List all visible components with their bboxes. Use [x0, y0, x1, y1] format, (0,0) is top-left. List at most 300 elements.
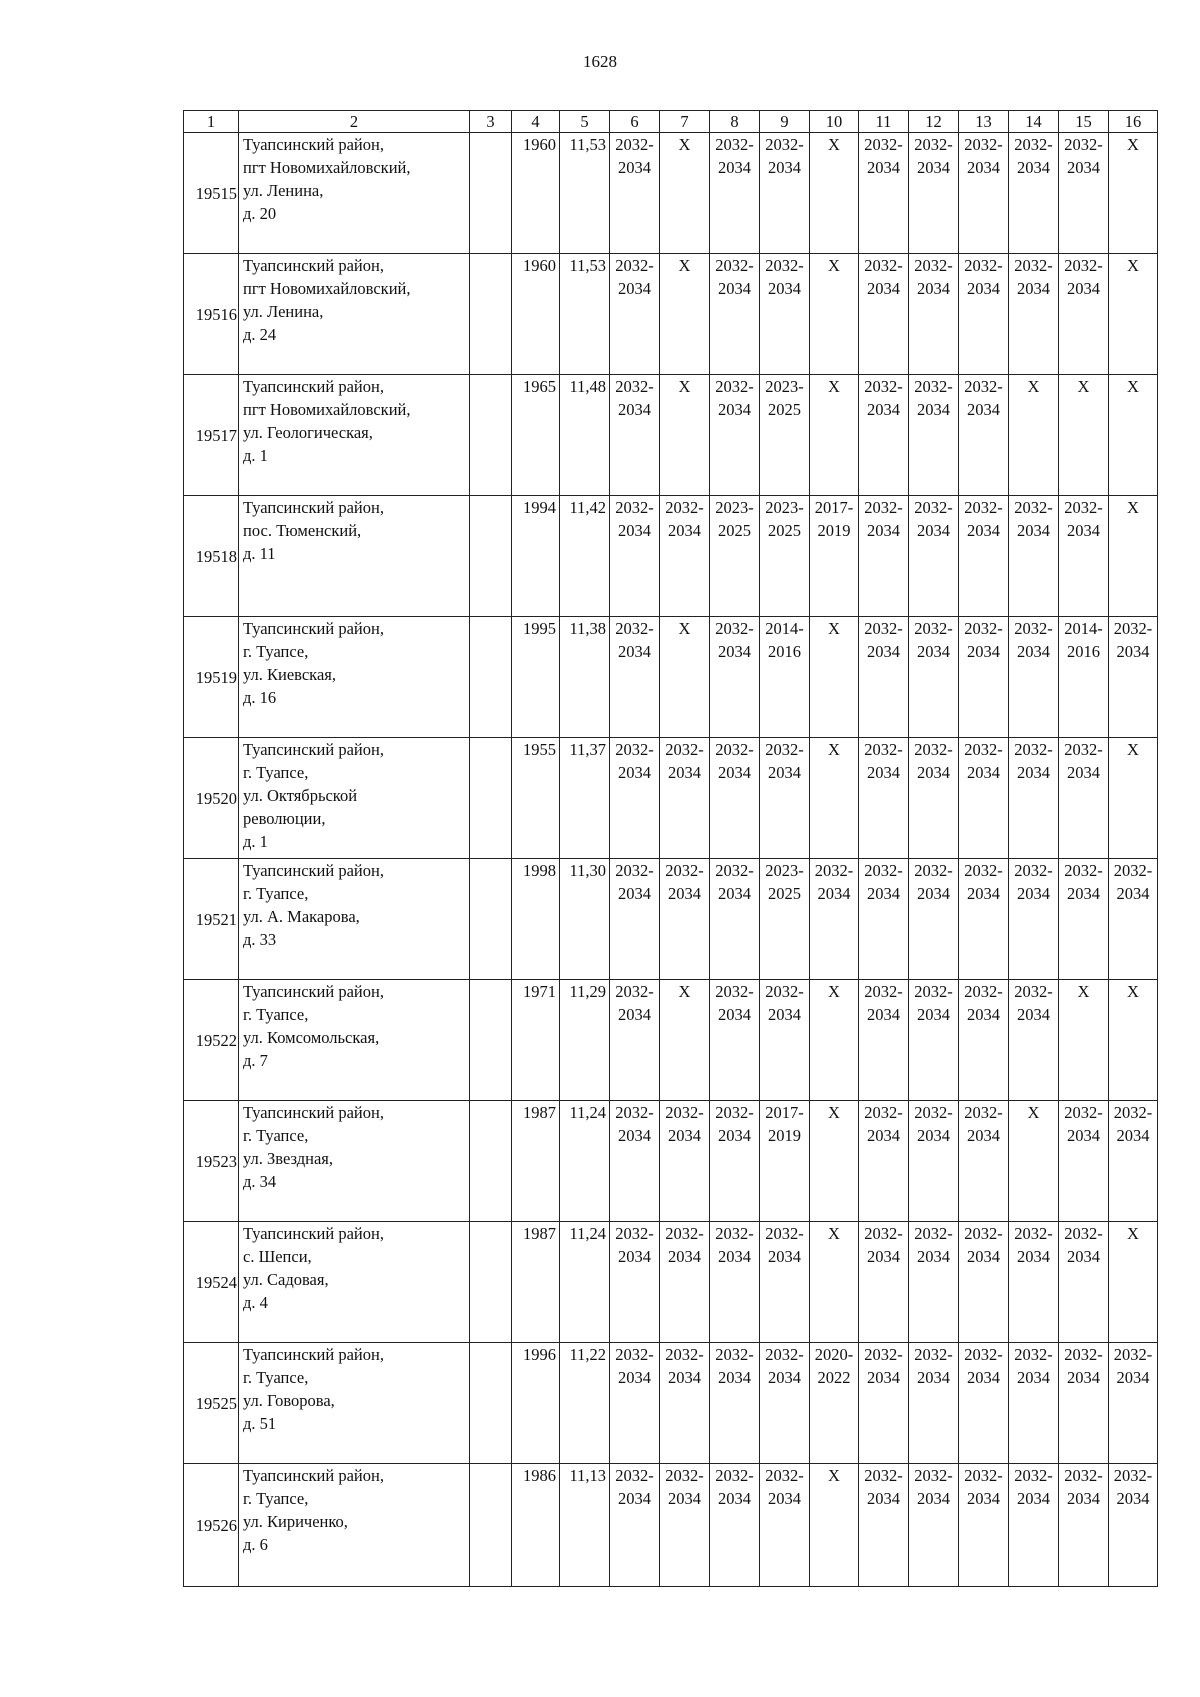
address-line: д. 4: [243, 1293, 268, 1312]
period-cell: [760, 1343, 810, 1464]
value-cell: 11,29: [560, 980, 610, 1101]
period-line: 2032-: [715, 377, 754, 396]
period-line: 2034: [967, 1005, 1000, 1024]
period-cell: [760, 133, 810, 254]
address-cell: [239, 254, 470, 375]
period-cell: [959, 859, 1009, 980]
period-cell: [959, 738, 1009, 859]
address-line: д. 1: [243, 446, 268, 465]
table-row: [184, 254, 1158, 375]
period-line: 2016: [1067, 642, 1100, 661]
period-cell: [1109, 617, 1158, 738]
column-3-cell: [470, 1464, 512, 1587]
period-line: 2016: [768, 642, 801, 661]
period-line: X: [828, 256, 840, 275]
period-line: 2032-: [914, 498, 953, 517]
period-line: 2032-: [1064, 1103, 1103, 1122]
period-line: X: [828, 1224, 840, 1243]
period-line: 2023-: [715, 498, 754, 517]
address-line: д. 6: [243, 1535, 268, 1554]
address-line: д. 33: [243, 930, 277, 949]
period-line: 2032-: [914, 377, 953, 396]
period-cell: [760, 1222, 810, 1343]
address-line: Туапсинский район,: [243, 740, 384, 759]
period-line: 2032-: [615, 982, 654, 1001]
period-cell: [1059, 133, 1109, 254]
period-cell: [660, 1343, 710, 1464]
period-line: X: [828, 1466, 840, 1485]
row-id: 19516: [184, 254, 239, 375]
column-3-cell: [470, 254, 512, 375]
period-line: 2032-: [765, 740, 804, 759]
period-line: 2034: [867, 1005, 900, 1024]
address-line: с. Шепси,: [243, 1247, 312, 1266]
column-3-cell: [470, 738, 512, 859]
row-id: 19519: [184, 617, 239, 738]
period-cell: [810, 1343, 859, 1464]
period-cell: [859, 133, 909, 254]
row-id: 19524: [184, 1222, 239, 1343]
address-line: г. Туапсе,: [243, 763, 309, 782]
address-cell: [239, 133, 470, 254]
period-cell: [859, 1101, 909, 1222]
value-cell: 11,24: [560, 1101, 610, 1222]
period-line: 2032-: [814, 861, 854, 880]
period-cell: [1059, 859, 1109, 980]
period-cell: [610, 617, 660, 738]
address-line: ул. Ленина,: [243, 302, 324, 321]
period-line: X: [1027, 377, 1040, 396]
period-line: 2032-: [864, 619, 903, 638]
period-line: X: [678, 982, 691, 1001]
period-cell: [1009, 1343, 1059, 1464]
period-line: 2032-: [665, 1345, 704, 1364]
address-line: Туапсинский район,: [243, 1466, 384, 1485]
address-line: Туапсинский район,: [243, 1103, 384, 1122]
address-line: революции,: [243, 809, 326, 828]
period-cell: [660, 254, 710, 375]
period-line: 2034: [618, 1247, 651, 1266]
period-line: 2034: [917, 400, 950, 419]
period-cell: [1009, 496, 1059, 617]
address-cell: [239, 1101, 470, 1222]
period-cell: [859, 617, 909, 738]
value-cell: 11,13: [560, 1464, 610, 1587]
period-line: 2017-: [765, 1103, 804, 1122]
period-cell: [610, 1343, 660, 1464]
period-cell: [959, 496, 1009, 617]
address-line: ул. Геологическая,: [243, 423, 373, 442]
period-line: 2032-: [1014, 1466, 1053, 1485]
period-cell: [909, 617, 959, 738]
period-line: 2034: [967, 1247, 1000, 1266]
period-line: 2034: [917, 642, 950, 661]
period-line: 2034: [817, 884, 851, 903]
address-line: пос. Тюменский,: [243, 521, 362, 540]
period-cell: [1009, 980, 1059, 1101]
period-line: 2032-: [615, 1103, 654, 1122]
period-line: X: [1127, 1224, 1139, 1243]
period-cell: [660, 617, 710, 738]
period-line: 2032-: [665, 1466, 704, 1485]
address-line: д. 20: [243, 204, 277, 223]
period-cell: [610, 738, 660, 859]
period-line: 2034: [867, 158, 900, 177]
period-line: 2032-: [765, 135, 804, 154]
period-cell: [1009, 617, 1059, 738]
period-line: 2032-: [765, 1345, 804, 1364]
period-line: 2034: [718, 279, 751, 298]
period-line: 2032-: [1064, 1224, 1103, 1243]
address-line: Туапсинский район,: [243, 619, 384, 638]
period-cell: [710, 375, 760, 496]
period-cell: [1109, 859, 1158, 980]
period-line: X: [678, 135, 691, 154]
year-cell: 1960: [512, 254, 560, 375]
period-line: 2032-: [914, 619, 953, 638]
address-line: д. 24: [243, 325, 277, 344]
address-cell: [239, 738, 470, 859]
period-cell: [610, 1464, 660, 1587]
period-line: 2034: [1067, 521, 1100, 540]
period-line: X: [1127, 740, 1139, 759]
period-line: 2034: [1116, 1489, 1150, 1508]
period-cell: [710, 980, 760, 1101]
period-line: 2034: [867, 763, 900, 782]
period-line: 2032-: [1014, 619, 1053, 638]
period-cell: [660, 1464, 710, 1587]
period-line: 2034: [668, 1247, 701, 1266]
period-cell: [810, 496, 859, 617]
period-line: 2034: [618, 1005, 651, 1024]
address-cell: [239, 375, 470, 496]
address-line: пгт Новомихайловский,: [243, 400, 411, 419]
period-line: 2034: [668, 521, 701, 540]
period-line: 2032-: [864, 1466, 903, 1485]
period-cell: [859, 254, 909, 375]
period-line: 2032-: [1014, 982, 1053, 1001]
period-line: 2032-: [1014, 135, 1053, 154]
period-line: 2034: [867, 1368, 900, 1387]
period-line: 2032-: [615, 1466, 654, 1485]
period-line: 2034: [718, 400, 751, 419]
table-row: [184, 1464, 1158, 1587]
period-line: 2032-: [615, 135, 654, 154]
period-line: 2034: [618, 1368, 651, 1387]
period-cell: [909, 980, 959, 1101]
column-header: 15: [1059, 111, 1109, 133]
value-cell: 11,53: [560, 133, 610, 254]
period-line: 2034: [768, 1247, 801, 1266]
period-line: X: [678, 377, 691, 396]
period-cell: [760, 254, 810, 375]
column-3-cell: [470, 496, 512, 617]
period-line: 2022: [817, 1368, 851, 1387]
period-line: 2032-: [715, 1224, 754, 1243]
period-line: 2034: [967, 400, 1000, 419]
period-line: 2032-: [715, 135, 754, 154]
period-line: 2034: [618, 763, 651, 782]
period-line: 2032-: [715, 861, 754, 880]
period-cell: [909, 738, 959, 859]
period-line: 2032-: [715, 740, 754, 759]
value-cell: 11,37: [560, 738, 610, 859]
table-row: [184, 1222, 1158, 1343]
period-cell: [810, 980, 859, 1101]
period-line: 2034: [917, 1005, 950, 1024]
period-line: 2032-: [864, 1345, 903, 1364]
period-line: 2025: [768, 400, 801, 419]
period-line: 2032-: [914, 256, 953, 275]
period-line: X: [828, 377, 840, 396]
column-3-cell: [470, 859, 512, 980]
period-line: 2034: [867, 1247, 900, 1266]
period-line: 2032-: [914, 135, 953, 154]
period-line: 2034: [718, 1489, 751, 1508]
period-line: 2032-: [1064, 498, 1103, 517]
year-cell: 1960: [512, 133, 560, 254]
period-line: 2032-: [615, 740, 654, 759]
period-line: 2032-: [964, 1224, 1003, 1243]
period-cell: [909, 1343, 959, 1464]
period-cell: [909, 859, 959, 980]
period-line: 2032-: [765, 1224, 804, 1243]
column-header: 6: [610, 111, 660, 133]
column-header: 3: [470, 111, 512, 133]
column-header: 7: [660, 111, 710, 133]
period-line: 2032-: [964, 740, 1003, 759]
period-line: X: [1077, 982, 1090, 1001]
address-line: ул. Октябрьской: [243, 786, 358, 805]
period-cell: [660, 133, 710, 254]
period-cell: [610, 254, 660, 375]
period-line: X: [1077, 377, 1090, 396]
period-line: 2032-: [765, 256, 804, 275]
period-cell: [710, 617, 760, 738]
period-line: 2034: [1116, 1126, 1150, 1145]
period-cell: [710, 133, 760, 254]
period-cell: [760, 980, 810, 1101]
period-cell: [810, 1222, 859, 1343]
value-cell: 11,30: [560, 859, 610, 980]
period-line: 2034: [867, 642, 900, 661]
address-cell: [239, 1343, 470, 1464]
period-cell: [610, 859, 660, 980]
period-cell: [710, 1343, 760, 1464]
address-line: ул. Ленина,: [243, 181, 324, 200]
period-line: 2032-: [1064, 1466, 1103, 1485]
period-line: 2034: [867, 521, 900, 540]
address-line: г. Туапсе,: [243, 1489, 309, 1508]
period-cell: [959, 1464, 1009, 1587]
row-id: 19517: [184, 375, 239, 496]
address-line: ул. Садовая,: [243, 1270, 329, 1289]
year-cell: 1955: [512, 738, 560, 859]
period-line: 2034: [768, 279, 801, 298]
period-line: 2025: [768, 521, 801, 540]
period-cell: [810, 617, 859, 738]
period-line: 2034: [618, 642, 651, 661]
period-line: 2032-: [1014, 498, 1053, 517]
period-cell: [959, 254, 1009, 375]
period-cell: [710, 254, 760, 375]
period-line: 2032-: [615, 1224, 654, 1243]
period-line: 2032-: [964, 619, 1003, 638]
period-line: 2034: [1017, 158, 1050, 177]
period-line: 2034: [1017, 1368, 1050, 1387]
period-cell: [859, 1222, 909, 1343]
period-cell: [710, 859, 760, 980]
period-line: 2032-: [1113, 619, 1153, 638]
period-line: 2032-: [914, 1466, 953, 1485]
row-id: 19525: [184, 1343, 239, 1464]
period-line: 2034: [1067, 279, 1100, 298]
row-id: 19526: [184, 1464, 239, 1587]
period-line: 2034: [618, 158, 651, 177]
period-line: 2034: [768, 763, 801, 782]
period-line: 2034: [967, 158, 1000, 177]
period-cell: [760, 1464, 810, 1587]
address-line: д. 16: [243, 688, 277, 707]
period-line: 2034: [1067, 1368, 1100, 1387]
period-cell: [1009, 1464, 1059, 1587]
address-line: Туапсинский район,: [243, 135, 384, 154]
period-cell: [909, 254, 959, 375]
period-line: 2034: [1017, 884, 1050, 903]
period-line: X: [1027, 1103, 1040, 1122]
address-line: г. Туапсе,: [243, 1126, 309, 1145]
period-line: 2032-: [1113, 1103, 1153, 1122]
period-line: X: [828, 982, 840, 1001]
period-cell: [859, 375, 909, 496]
period-line: 2032-: [1113, 1466, 1153, 1485]
address-cell: [239, 980, 470, 1101]
period-line: 2032-: [1014, 256, 1053, 275]
period-cell: [610, 133, 660, 254]
year-cell: 1965: [512, 375, 560, 496]
value-cell: 11,42: [560, 496, 610, 617]
year-cell: 1987: [512, 1101, 560, 1222]
period-line: 2032-: [864, 982, 903, 1001]
period-line: 2034: [967, 884, 1000, 903]
period-cell: [660, 980, 710, 1101]
period-line: 2020-: [814, 1345, 854, 1364]
value-cell: 11,38: [560, 617, 610, 738]
row-id: 19521: [184, 859, 239, 980]
period-line: 2032-: [1064, 1345, 1103, 1364]
address-line: Туапсинский район,: [243, 1345, 384, 1364]
address-line: д. 11: [243, 544, 276, 563]
period-cell: [760, 1101, 810, 1222]
period-line: 2032-: [715, 1345, 754, 1364]
column-header: 10: [810, 111, 859, 133]
period-cell: [1059, 1464, 1109, 1587]
period-line: 2034: [718, 1126, 751, 1145]
period-line: 2034: [718, 1247, 751, 1266]
column-3-cell: [470, 980, 512, 1101]
address-line: ул. Комсомольская,: [243, 1028, 380, 1047]
period-line: 2034: [917, 1247, 950, 1266]
page-number: 1628: [583, 52, 617, 71]
period-line: 2032-: [914, 1103, 953, 1122]
period-line: 2032-: [715, 619, 754, 638]
period-line: 2032-: [1064, 256, 1103, 275]
period-line: 2034: [668, 1368, 701, 1387]
period-line: 2034: [967, 1126, 1000, 1145]
period-line: 2034: [1017, 1247, 1050, 1266]
period-line: 2025: [718, 521, 751, 540]
period-line: 2034: [668, 884, 701, 903]
period-line: 2034: [668, 763, 701, 782]
period-cell: [1059, 1101, 1109, 1222]
period-line: 2032-: [864, 1224, 903, 1243]
period-line: 2034: [618, 279, 651, 298]
period-cell: [1109, 1222, 1158, 1343]
period-cell: [1059, 496, 1109, 617]
column-header: 5: [560, 111, 610, 133]
period-cell: [859, 1464, 909, 1587]
row-id: 19518: [184, 496, 239, 617]
period-cell: [959, 980, 1009, 1101]
column-header: 13: [959, 111, 1009, 133]
period-line: 2014-: [765, 619, 804, 638]
period-cell: [710, 1464, 760, 1587]
address-line: Туапсинский район,: [243, 256, 384, 275]
period-line: 2032-: [864, 377, 903, 396]
period-cell: [1009, 133, 1059, 254]
period-line: 2032-: [715, 1466, 754, 1485]
column-3-cell: [470, 375, 512, 496]
period-line: 2032-: [964, 256, 1003, 275]
period-line: 2034: [718, 763, 751, 782]
period-line: 2023-: [765, 498, 804, 517]
period-cell: [909, 496, 959, 617]
period-line: 2032-: [715, 982, 754, 1001]
period-cell: [1059, 980, 1109, 1101]
period-line: 2034: [917, 1368, 950, 1387]
period-line: 2032-: [615, 619, 654, 638]
period-cell: [1009, 375, 1059, 496]
period-line: 2034: [1116, 884, 1150, 903]
year-cell: 1994: [512, 496, 560, 617]
period-cell: [959, 375, 1009, 496]
period-cell: [1109, 1464, 1158, 1587]
period-cell: [810, 375, 859, 496]
period-line: 2034: [1067, 158, 1100, 177]
address-line: Туапсинский район,: [243, 861, 384, 880]
period-cell: [760, 617, 810, 738]
column-3-cell: [470, 133, 512, 254]
year-cell: 1971: [512, 980, 560, 1101]
period-line: 2034: [668, 1126, 701, 1145]
period-cell: [909, 375, 959, 496]
period-line: X: [828, 135, 840, 154]
period-cell: [610, 375, 660, 496]
period-line: 2034: [1116, 642, 1150, 661]
period-cell: [810, 1464, 859, 1587]
period-line: 2034: [718, 642, 751, 661]
period-cell: [610, 1222, 660, 1343]
period-cell: [1009, 254, 1059, 375]
period-line: 2032-: [964, 498, 1003, 517]
period-line: 2034: [917, 1489, 950, 1508]
period-cell: [660, 375, 710, 496]
table-row: [184, 859, 1158, 980]
year-cell: 1998: [512, 859, 560, 980]
period-line: 2032-: [914, 740, 953, 759]
period-line: 2034: [917, 763, 950, 782]
period-line: 2034: [867, 400, 900, 419]
